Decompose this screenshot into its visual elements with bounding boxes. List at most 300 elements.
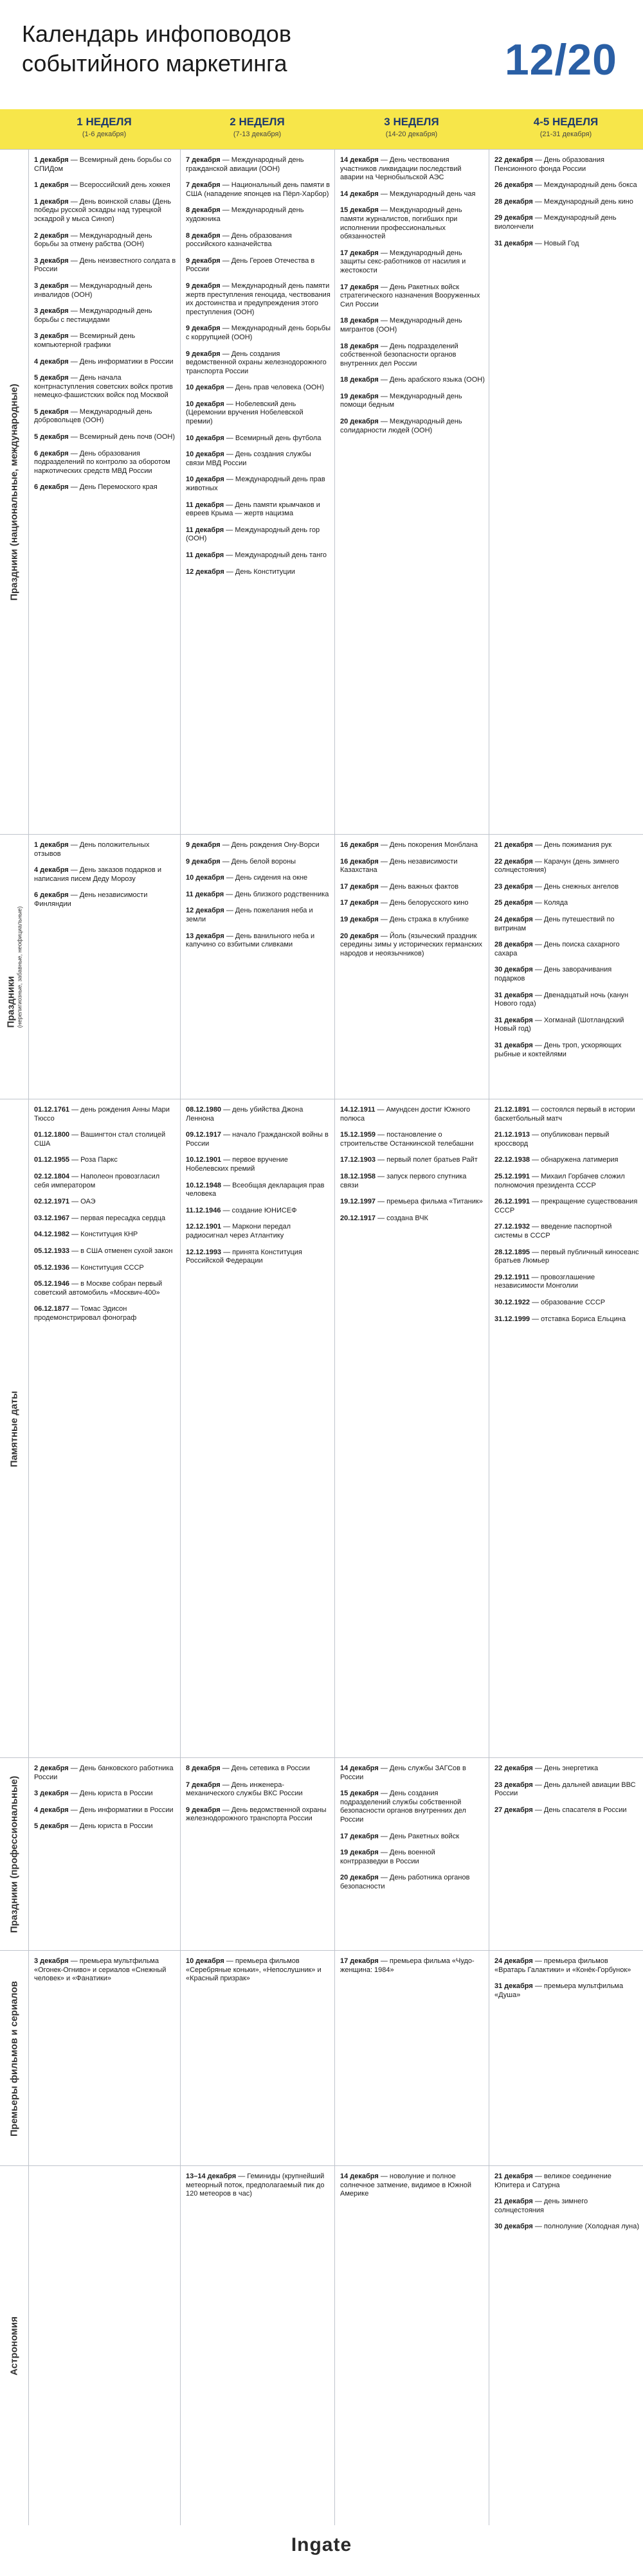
event-item: 10 декабря — День создания службы связи МВД России — [186, 450, 311, 467]
event-date: 12.12.1901 — [186, 1223, 222, 1231]
event-item: 11 декабря — Международный день гор (ООН) — [186, 526, 320, 543]
event-item: 17 декабря — День важных фактов — [340, 882, 459, 891]
event-date: 3 декабря — [34, 281, 69, 290]
section-3-week-2-column — [180, 1099, 334, 1758]
event-item: 15 декабря — День создания подразделений службы собственной безопасности органов внутренних дел России — [340, 1790, 466, 1824]
event-date: 1 декабря — [34, 181, 69, 190]
event-date: 17 декабря — [340, 283, 379, 291]
event-date: 17 декабря — [340, 882, 379, 891]
event-item: 6 декабря — День Перемоского края — [34, 483, 158, 492]
event-item: 9 декабря — День белой вороны — [186, 857, 296, 866]
week-range: (1-6 декабря) — [82, 130, 127, 138]
event-item: 4 декабря — День заказов подарков и написания писем Деду Морозу — [34, 866, 161, 883]
event-item: 27 декабря — День спасателя в России — [494, 1806, 627, 1814]
event-date: 18 декабря — [340, 376, 379, 384]
event-item: 30 декабря — День заворачивания подарков — [494, 966, 612, 982]
event-item: 01.12.1761 — день рождения Анны Мари Тюссо — [34, 1106, 170, 1123]
event-date: 6 декабря — [34, 483, 69, 492]
event-item: 14 декабря — Международный день чая — [340, 190, 476, 198]
event-date: 9 декабря — [186, 324, 221, 333]
section-label — [0, 1758, 28, 1951]
event-item: 12 декабря — День пожелания неба и земли — [186, 907, 313, 923]
event-item: 11 декабря — День близкого родственника — [186, 890, 329, 898]
event-date: 11 декабря — [186, 501, 224, 509]
section-5 — [0, 1950, 643, 2166]
section-1-week-1-column — [28, 150, 180, 835]
event-item: 31 декабря — Хогманай (Шотландский Новый год) — [494, 1016, 624, 1033]
event-date: 21 декабря — [494, 2172, 533, 2180]
event-date: 3 декабря — [34, 1790, 69, 1798]
section-title: Памятные даты — [8, 1390, 20, 1467]
section-label — [0, 835, 28, 1099]
event-date: 29 декабря — [494, 214, 533, 222]
event-item: 12.12.1901 — Маркони передал радиосигнал через Атлантику — [186, 1223, 291, 1239]
event-item: 22.12.1938 — обнаружена латимерия — [494, 1156, 619, 1164]
event-date: 3 декабря — [34, 307, 69, 315]
event-date: 7 декабря — [186, 156, 221, 164]
event-date: 24 декабря — [494, 1957, 533, 1965]
event-item: 21 декабря — великое соединение Юпитера и Сатурна — [494, 2172, 611, 2189]
event-date: 18 декабря — [340, 342, 379, 350]
event-item: 21 декабря — День пожимания рук — [494, 841, 612, 849]
event-date: 11 декабря — [186, 890, 224, 898]
event-date: 28 декабря — [494, 197, 533, 206]
event-item: 5 декабря — Международный день добровольцев (ООН) — [34, 407, 152, 425]
event-date: 23 декабря — [494, 1781, 533, 1789]
event-item: 9 декабря — День Героев Отечества в России — [186, 256, 315, 274]
event-item: 20 декабря — Международный день солидарности людей (ООН) — [340, 418, 462, 434]
event-date: 10 декабря — [186, 434, 224, 442]
event-item: 3 декабря — Всемирный день компьютерной графики — [34, 332, 136, 349]
event-item: 30 декабря — полнолуние (Холодная луна) — [494, 2223, 640, 2231]
week-header-2 — [180, 116, 334, 138]
section-title: Праздники (национальные, международные) — [8, 384, 20, 601]
event-item: 3 декабря — премьера мультфильма «Огонек-Огниво» и сериалов «Снежный человек» и «Фанатики» — [34, 1957, 167, 1983]
event-date: 4 декабря — [34, 357, 69, 366]
section-label — [0, 1951, 28, 2166]
event-item: 05.12.1936 — Конституция СССР — [34, 1263, 144, 1272]
week-header-1 — [28, 116, 180, 138]
event-item: 31 декабря — Двенадцатый ночь (канун Нового года) — [494, 991, 629, 1008]
section-2-week-3-column — [334, 835, 489, 1099]
event-item: 20.12.1917 — создана ВЧК — [340, 1214, 428, 1222]
event-date: 21.12.1891 — [494, 1106, 530, 1114]
event-date: 11 декабря — [186, 551, 224, 559]
event-item: 10 декабря — Всемирный день футбола — [186, 434, 322, 442]
event-date: 18.12.1958 — [340, 1172, 376, 1180]
section-label — [0, 150, 28, 835]
week-range: (7-13 декабря) — [233, 130, 282, 138]
section-5-week-3-column — [334, 1951, 489, 2166]
event-date: 5 декабря — [34, 433, 69, 441]
event-date: 31 декабря — [494, 1041, 533, 1049]
event-date: 28.12.1895 — [494, 1248, 530, 1256]
event-item: 17 декабря — День Ракетных войск — [340, 1832, 460, 1840]
event-item: 12.12.1993 — принята Конституция Российской Федерации — [186, 1248, 302, 1265]
week-header-4 — [489, 116, 643, 138]
event-date: 15 декабря — [340, 206, 379, 215]
section-4-week-2-column — [180, 1758, 334, 1951]
event-item: 13 декабря — День ванильного неба и капучино со взбитыми сливками — [186, 932, 315, 949]
event-item: 19 декабря — Международный день помощи бедным — [340, 392, 462, 409]
page-footer — [0, 2525, 643, 2576]
event-date: 21.12.1913 — [494, 1131, 530, 1139]
event-date: 2 декабря — [34, 1764, 69, 1772]
event-date: 27 декабря — [494, 1806, 533, 1814]
event-date: 16 декабря — [340, 841, 379, 849]
event-item: 3 декабря — Международный день инвалидов (ООН) — [34, 281, 152, 299]
event-date: 17.12.1903 — [340, 1156, 376, 1164]
event-date: 03.12.1967 — [34, 1214, 70, 1222]
event-item: 16 декабря — День покорения Монблана — [340, 841, 478, 849]
event-item: 24 декабря — День путешествий по витринам — [494, 915, 615, 932]
event-item: 9 декабря — День создания ведомственной охраны железнодорожного транспорта России — [186, 350, 327, 375]
event-item: 28.12.1895 — первый публичный киносеанс братьев Люмьер — [494, 1248, 639, 1265]
event-date: 21 декабря — [494, 841, 533, 849]
section-2 — [0, 834, 643, 1099]
event-item: 9 декабря — Международный день борьбы с коррупцией (ООН) — [186, 324, 331, 341]
event-date: 19 декабря — [340, 392, 379, 400]
event-item: 3 декабря — День неизвестного солдата в России — [34, 256, 176, 274]
event-date: 26.12.1991 — [494, 1198, 530, 1206]
event-item: 17 декабря — Международный день защиты секс-работников от насилия и жестокости — [340, 249, 466, 274]
section-title: Праздники — [5, 976, 17, 1028]
event-date: 7 декабря — [186, 181, 221, 190]
event-item: 10 декабря — премьера фильмов «Серебряные коньки», «Непослушник» и «Красный призрак» — [186, 1957, 322, 1983]
event-date: 14.12.1911 — [340, 1106, 376, 1114]
event-item: 14.12.1911 — Амундсен достиг Южного полюса — [340, 1106, 471, 1123]
week-label: 1 НЕДЕЛЯ — [77, 116, 132, 128]
event-date: 25 декабря — [494, 899, 533, 907]
event-date: 4 декабря — [34, 866, 69, 875]
section-2-week-2-column — [180, 835, 334, 1099]
section-subtitle: (нерелигиозные, забавные, неофициальные) — [16, 906, 23, 1028]
event-item: 18 декабря — День арабского языка (ООН) — [340, 376, 485, 384]
page-header — [0, 0, 643, 109]
event-date: 10 декабря — [186, 384, 224, 392]
event-item: 05.12.1933 — в США отменен сухой закон — [34, 1247, 173, 1255]
event-date: 19.12.1997 — [340, 1198, 376, 1206]
event-item: 08.12.1980 — день убийства Джона Леннона — [186, 1106, 303, 1123]
event-date: 13 декабря — [186, 932, 224, 940]
event-item: 16 декабря — День независимости Казахстана — [340, 857, 458, 875]
ingate-logo — [291, 2534, 352, 2556]
event-item: 26.12.1991 — прекращение существования СССР — [494, 1198, 638, 1214]
event-date: 12 декабря — [186, 567, 224, 576]
event-item: 5 декабря — День начала контрнаступления советских войск против немецко-фашистских войск под Москвой — [34, 374, 173, 400]
section-label — [0, 1099, 28, 1758]
event-date: 24 декабря — [494, 915, 533, 923]
event-item: 22 декабря — День образования Пенсионного фонда России — [494, 156, 604, 173]
event-date: 16 декабря — [340, 857, 379, 866]
event-date: 26 декабря — [494, 181, 533, 190]
event-item: 26 декабря — Международный день бокса — [494, 181, 637, 190]
week-range: (14-20 декабря) — [385, 130, 438, 138]
event-date: 7 декабря — [186, 1781, 221, 1789]
section-1-week-2-column — [180, 150, 334, 835]
event-item: 11.12.1946 — создание ЮНИСЕФ — [186, 1206, 297, 1214]
event-item: 22 декабря — День энергетика — [494, 1764, 599, 1772]
event-date: 10.12.1901 — [186, 1156, 222, 1164]
event-item: 09.12.1917 — начало Гражданской войны в России — [186, 1131, 329, 1148]
event-date: 20 декабря — [340, 418, 379, 426]
section-6-week-2-column — [180, 2166, 334, 2526]
event-date: 30 декабря — [494, 2223, 533, 2231]
event-date: 31 декабря — [494, 1982, 533, 1991]
section-2-week-4-column — [489, 835, 643, 1099]
event-date: 8 декабря — [186, 1764, 221, 1772]
event-item: 15 декабря — Международный день памяти журналистов, погибших при исполнении профессиональных обязанностей — [340, 206, 462, 241]
event-item: 04.12.1982 — Конституция КНР — [34, 1230, 138, 1239]
event-item: 29 декабря — Международный день виолончели — [494, 214, 617, 231]
event-date: 22.12.1938 — [494, 1156, 530, 1164]
event-item: 9 декабря — День рождения Ону-Ворси — [186, 841, 320, 849]
event-item: 30.12.1922 — образование СССР — [494, 1298, 606, 1306]
event-item: 13–14 декабря — Геминиды (крупнейший метеорный поток, предполагаемый пик до 120 метеоров в час) — [186, 2172, 325, 2198]
event-item: 1 декабря — День положительных отзывов — [34, 841, 150, 858]
event-item: 18 декабря — Международный день мигрантов (ООН) — [340, 317, 462, 333]
section-label-text — [9, 2316, 20, 2376]
event-item: 17 декабря — День белорусского кино — [340, 899, 469, 907]
event-item: 4 декабря — День информатики в России — [34, 357, 174, 366]
event-date: 12.12.1993 — [186, 1248, 222, 1256]
event-date: 3 декабря — [34, 332, 69, 341]
event-date: 2 декабря — [34, 231, 69, 240]
section-title: Премьеры фильмов и сериалов — [8, 1980, 20, 2136]
event-item: 3 декабря — Международный день борьбы с пестицидами — [34, 307, 152, 324]
event-item: 2 декабря — День банковского работника России — [34, 1764, 174, 1781]
event-item: 1 декабря — Всероссийский день хоккея — [34, 181, 170, 190]
event-item: 19 декабря — День военной контрразведки в России — [340, 1849, 435, 1865]
week-range: (21-31 декабря) — [539, 130, 592, 138]
event-date: 17 декабря — [340, 899, 379, 907]
event-item: 18.12.1958 — запуск первого спутника связи — [340, 1172, 467, 1189]
section-label-text — [6, 906, 23, 1027]
section-1-week-4-column — [489, 150, 643, 835]
event-item: 4 декабря — День информатики в России — [34, 1806, 174, 1814]
event-item: 10 декабря — Нобелевский день (Церемонии вручения Нобелевской премии) — [186, 400, 303, 426]
event-date: 25.12.1991 — [494, 1172, 530, 1180]
event-date: 01.12.1761 — [34, 1106, 70, 1114]
event-date: 22 декабря — [494, 857, 533, 866]
event-date: 10 декабря — [186, 400, 224, 408]
event-item: 31 декабря — премьера мультфильма «Душа» — [494, 1982, 624, 1999]
event-date: 15 декабря — [340, 1790, 379, 1798]
section-6-week-4-column — [489, 2166, 643, 2526]
event-date: 08.12.1980 — [186, 1106, 222, 1114]
event-date: 3 декабря — [34, 256, 69, 265]
event-date: 20 декабря — [340, 932, 379, 940]
event-item: 21.12.1891 — состоялся первый в истории баскетбольный матч — [494, 1106, 635, 1123]
event-item: 12 декабря — День Конституции — [186, 567, 295, 576]
event-date: 5 декабря — [34, 374, 69, 382]
event-date: 06.12.1877 — [34, 1305, 70, 1313]
section-5-week-1-column — [28, 1951, 180, 2166]
event-date: 10 декабря — [186, 450, 224, 459]
event-item: 03.12.1967 — первая пересадка сердца — [34, 1214, 166, 1222]
event-date: 5 декабря — [34, 1822, 69, 1831]
event-item: 10 декабря — День сидения на окне — [186, 874, 308, 882]
event-date: 31 декабря — [494, 1016, 533, 1024]
event-date: 6 декабря — [34, 891, 69, 900]
section-label-text — [9, 1981, 20, 2136]
section-4-week-4-column — [489, 1758, 643, 1951]
event-item: 31.12.1999 — отставка Бориса Ельцина — [494, 1315, 626, 1323]
event-item: 01.12.1800 — Вашингтон стал столицей США — [34, 1131, 166, 1148]
event-date: 13–14 декабря — [186, 2172, 237, 2180]
event-date: 30 декабря — [494, 966, 533, 974]
event-item: 05.12.1946 — в Москве собран первый советский автомобиль «Москвич-400» — [34, 1280, 163, 1297]
section-1-week-3-column — [334, 150, 489, 835]
section-2-week-1-column — [28, 835, 180, 1099]
event-item: 8 декабря — День сетевика в России — [186, 1764, 310, 1772]
week-label: 4-5 НЕДЕЛЯ — [533, 116, 599, 128]
event-item: 10 декабря — День прав человека (ООН) — [186, 384, 325, 392]
title-line-2: событийного маркетинга — [22, 50, 287, 76]
event-item: 2 декабря — Международный день борьбы за отмену рабства (ООН) — [34, 231, 152, 249]
event-item: 19 декабря — День стража в клубнике — [340, 915, 469, 923]
event-item: 31 декабря — Новый Год — [494, 239, 579, 247]
event-item: 14 декабря — День службы ЗАГСов в России — [340, 1764, 466, 1781]
event-date: 8 декабря — [186, 206, 221, 215]
event-date: 8 декабря — [186, 231, 221, 240]
section-3 — [0, 1099, 643, 1758]
event-date: 6 декабря — [34, 449, 69, 457]
section-label-text — [9, 1776, 20, 1933]
event-item: 14 декабря — День чествования участников ликвидации последствий аварии на Чернобыльской АЭС — [340, 156, 462, 182]
event-date: 19 декабря — [340, 915, 379, 923]
event-item: 9 декабря — День ведомственной охраны железнодорожного транспорта России — [186, 1806, 327, 1823]
section-6 — [0, 2165, 643, 2526]
event-item: 17 декабря — премьера фильма «Чудо-женщина: 1984» — [340, 1957, 475, 1974]
event-date: 22 декабря — [494, 1764, 533, 1772]
event-item: 28 декабря — День поиска сахарного сахара — [494, 941, 620, 957]
event-date: 02.12.1804 — [34, 1172, 70, 1180]
event-date: 20 декабря — [340, 1874, 379, 1882]
event-date: 31.12.1999 — [494, 1315, 530, 1323]
event-item: 21 декабря — день зимнего солнцестояния — [494, 2198, 588, 2214]
event-date: 14 декабря — [340, 2172, 379, 2180]
event-item: 27.12.1932 — введение паспортной системы в СССР — [494, 1223, 612, 1239]
event-date: 27.12.1932 — [494, 1223, 530, 1231]
event-item: 11 декабря — Международный день танго — [186, 551, 327, 559]
event-date: 9 декабря — [186, 1806, 221, 1814]
event-item: 1 декабря — День воинской славы (День победы русской эскадры над турецкой эскадрой у мыса Синоп) — [34, 197, 171, 223]
event-item: 24 декабря — премьера фильмов «Вратарь Галактики» и «Конёк-Горбунок» — [494, 1957, 631, 1974]
event-item: 02.12.1804 — Наполеон провозгласил себя императором — [34, 1172, 160, 1189]
month-badge: 12/20 — [504, 35, 617, 84]
event-item: 10.12.1901 — первое вручение Нобелевских премий — [186, 1156, 288, 1173]
section-label-text — [9, 1390, 20, 1467]
week-header-3 — [334, 116, 489, 138]
event-item: 7 декабря — День инженера-механического службы ВКС России — [186, 1781, 303, 1798]
page-title — [22, 19, 291, 78]
event-item: 7 декабря — Национальный день памяти в США (нападение японцев на Пёрл-Харбор) — [186, 181, 331, 198]
event-item: 20 декабря — Йоль (языческий праздник середины зимы у исторических германских народов и неоязычников) — [340, 932, 482, 957]
event-date: 28 декабря — [494, 941, 533, 949]
event-item: 6 декабря — День образования подразделений по контролю за оборотом наркотических средств МВД России — [34, 449, 170, 475]
event-item: 21.12.1913 — опубликован первый кроссворд — [494, 1131, 610, 1148]
event-item: 5 декабря — День юриста в России — [34, 1822, 153, 1831]
event-date: 9 декабря — [186, 281, 221, 290]
event-item: 25 декабря — Коляда — [494, 899, 568, 907]
event-date: 9 декабря — [186, 841, 221, 849]
section-4-week-3-column — [334, 1758, 489, 1951]
title-line-1: Календарь инфоповодов — [22, 21, 291, 47]
event-date: 09.12.1917 — [186, 1131, 222, 1139]
event-date: 9 декабря — [186, 857, 221, 866]
event-item: 8 декабря — День образования российского казначейства — [186, 231, 292, 249]
event-date: 21 декабря — [494, 2198, 533, 2206]
section-title: Астрономия — [8, 2316, 20, 2376]
event-date: 12 декабря — [186, 907, 224, 915]
section-6-week-1-column — [28, 2166, 180, 2526]
event-item: 3 декабря — День юриста в России — [34, 1790, 153, 1798]
event-date: 5 декабря — [34, 407, 69, 416]
event-date: 3 декабря — [34, 1957, 69, 1965]
event-item: 18 декабря — День подразделений собственной безопасности органов внутренних дел России — [340, 342, 458, 368]
event-date: 1 декабря — [34, 156, 69, 164]
event-date: 22 декабря — [494, 156, 533, 164]
event-item: 06.12.1877 — Томас Эдисон продемонстрировал фонограф — [34, 1305, 137, 1322]
event-date: 11 декабря — [186, 526, 224, 534]
event-date: 23 декабря — [494, 882, 533, 891]
event-item: 29.12.1911 — провозглашение независимости Монголии — [494, 1273, 595, 1290]
event-date: 9 декабря — [186, 256, 221, 265]
event-item: 9 декабря — Международный день памяти жертв преступления геноцида, чествования их достоинства и предупреждения этого преступления (ООН) — [186, 281, 331, 316]
section-3-week-1-column — [28, 1099, 180, 1758]
event-date: 4 декабря — [34, 1806, 69, 1814]
event-date: 01.12.1800 — [34, 1131, 70, 1139]
event-item: 19.12.1997 — премьера фильма «Титаник» — [340, 1198, 483, 1206]
event-item: 10.12.1948 — Всеобщая декларация прав человека — [186, 1181, 325, 1198]
event-item: 02.12.1971 — ОАЭ — [34, 1198, 96, 1206]
week-label: 2 НЕДЕЛЯ — [230, 116, 285, 128]
event-item: 20 декабря — День работника органов безопасности — [340, 1874, 470, 1890]
event-item: 7 декабря — Международный день гражданской авиации (ООН) — [186, 156, 304, 173]
event-date: 17 декабря — [340, 1957, 379, 1965]
section-3-week-4-column — [489, 1099, 643, 1758]
event-date: 20.12.1917 — [340, 1214, 376, 1222]
event-date: 17 декабря — [340, 249, 379, 257]
event-item: 5 декабря — Всемирный день почв (ООН) — [34, 433, 176, 441]
event-date: 05.12.1946 — [34, 1280, 70, 1288]
event-date: 14 декабря — [340, 1764, 379, 1772]
section-3-week-3-column — [334, 1099, 489, 1758]
event-date: 10 декабря — [186, 1957, 224, 1965]
event-item: 22 декабря — Карачун (день зимнего солнцестояния) — [494, 857, 619, 875]
week-label: 3 НЕДЕЛЯ — [384, 116, 439, 128]
event-item: 17 декабря — День Ракетных войск стратегического назначения Вооруженных Сил России — [340, 283, 480, 308]
section-title: Праздники (профессиональные) — [8, 1775, 20, 1933]
event-date: 1 декабря — [34, 197, 69, 206]
event-date: 14 декабря — [340, 156, 379, 164]
event-date: 15.12.1959 — [340, 1131, 376, 1139]
event-date: 04.12.1982 — [34, 1230, 70, 1239]
event-item: 31 декабря — День троп, ускоряющих рыбные и коктейлями — [494, 1041, 622, 1058]
section-label-text — [9, 384, 20, 601]
event-date: 01.12.1955 — [34, 1156, 70, 1164]
event-item: 15.12.1959 — постановление о строительстве Останкинской телебашни — [340, 1131, 474, 1148]
event-item: 23 декабря — День дальней авиации ВВС России — [494, 1781, 636, 1798]
event-date: 05.12.1933 — [34, 1247, 70, 1255]
event-date: 18 декабря — [340, 317, 379, 325]
event-item: 11 декабря — День памяти крымчаков и евреев Крыма — жертв нацизма — [186, 501, 320, 518]
event-date: 10 декабря — [186, 874, 224, 882]
section-4-week-1-column — [28, 1758, 180, 1951]
section-5-week-4-column — [489, 1951, 643, 2166]
event-item: 23 декабря — День снежных ангелов — [494, 882, 619, 891]
